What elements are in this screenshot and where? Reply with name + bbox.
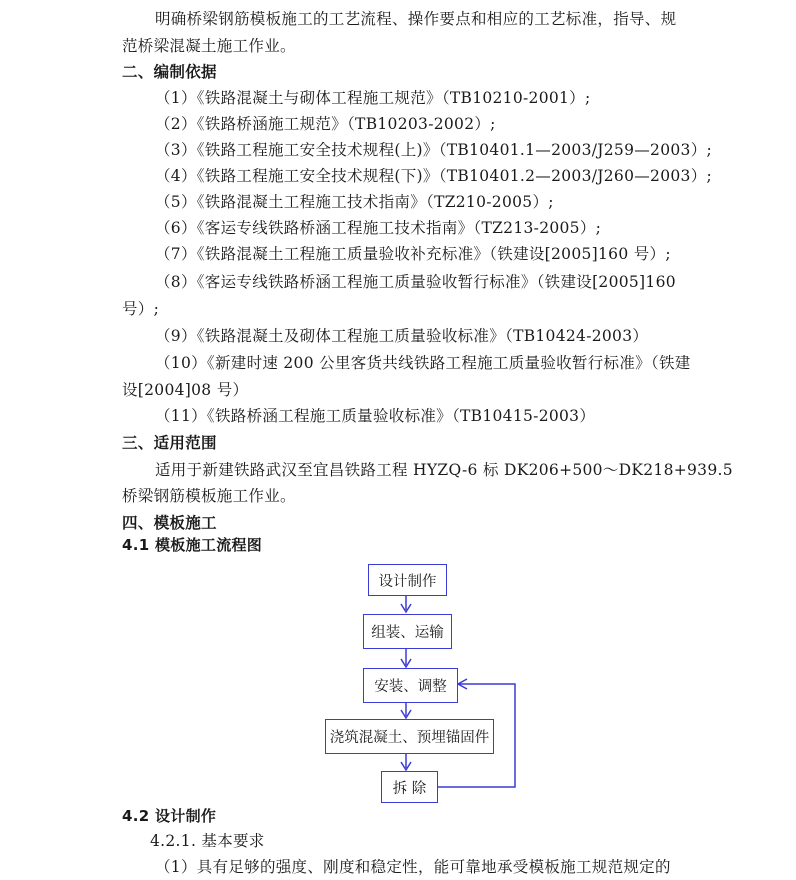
flow-step-design: 设计制作 bbox=[368, 564, 447, 596]
subheading-basic-requirements: 4.2.1. 基本要求 bbox=[150, 832, 265, 850]
section-heading-formwork: 四、模板施工 bbox=[122, 514, 217, 532]
reference-item: （7）《铁路混凝土工程施工质量验收补充标准》（铁建设[2005]160 号）; bbox=[155, 245, 671, 263]
section-heading-scope: 三、适用范围 bbox=[122, 434, 217, 452]
reference-item: （1）《铁路混凝土与砌体工程施工规范》（TB10210-2001）; bbox=[155, 89, 591, 107]
flow-step-install: 安装、调整 bbox=[363, 668, 458, 703]
reference-item: （10）《新建时速 200 公里客货共线铁路工程施工质量验收暂行标准》（铁建 bbox=[155, 354, 691, 372]
scope-line-2: 桥梁钢筋模板施工作业。 bbox=[122, 487, 296, 505]
flow-step-assembly: 组装、运输 bbox=[363, 614, 452, 649]
intro-line-1: 明确桥梁钢筋模板施工的工艺流程、操作要点和相应的工艺标准，指导、规 bbox=[155, 10, 677, 28]
reference-item: （4）《铁路工程施工安全技术规程(下)》（TB10401.2—2003/J260—2003）; bbox=[155, 167, 713, 185]
requirement-1: （1）具有足够的强度、刚度和稳定性，能可靠地承受模板施工规范规定的 bbox=[155, 858, 671, 876]
subheading-flowchart: 4.1 模板施工流程图 bbox=[122, 536, 263, 554]
reference-item: （2）《铁路桥涵施工规范》（TB10203-2002）; bbox=[155, 115, 496, 133]
subheading-design: 4.2 设计制作 bbox=[122, 807, 217, 825]
reference-item: （5）《铁路混凝土工程施工技术指南》（TZ210-2005）; bbox=[155, 193, 554, 211]
reference-item: （3）《铁路工程施工安全技术规程(上)》（TB10401.1—2003/J259—2003）; bbox=[155, 141, 713, 159]
reference-item-continued: 设[2004]08 号） bbox=[122, 381, 249, 399]
scope-line-1: 适用于新建铁路武汉至宜昌铁路工程 HYZQ-6 标 DK206+500～DK218+939.5 bbox=[155, 461, 733, 479]
section-heading-basis: 二、编制依据 bbox=[122, 63, 217, 81]
reference-item: （8）《客运专线铁路桥涵工程施工质量验收暂行标准》（铁建设[2005]160 bbox=[155, 273, 676, 291]
reference-item: （11）《铁路桥涵工程施工质量验收标准》（TB10415-2003） bbox=[155, 407, 596, 425]
intro-line-2: 范桥梁混凝土施工作业。 bbox=[122, 37, 296, 55]
reference-item-continued: 号）; bbox=[122, 300, 160, 318]
flow-step-remove: 拆 除 bbox=[381, 771, 438, 803]
flow-step-pour: 浇筑混凝土、预埋锚固件 bbox=[325, 719, 494, 754]
reference-item: （9）《铁路混凝土及砌体工程施工质量验收标准》（TB10424-2003） bbox=[155, 327, 649, 345]
reference-item: （6）《客运专线铁路桥涵工程施工技术指南》（TZ213-2005）; bbox=[155, 219, 602, 237]
